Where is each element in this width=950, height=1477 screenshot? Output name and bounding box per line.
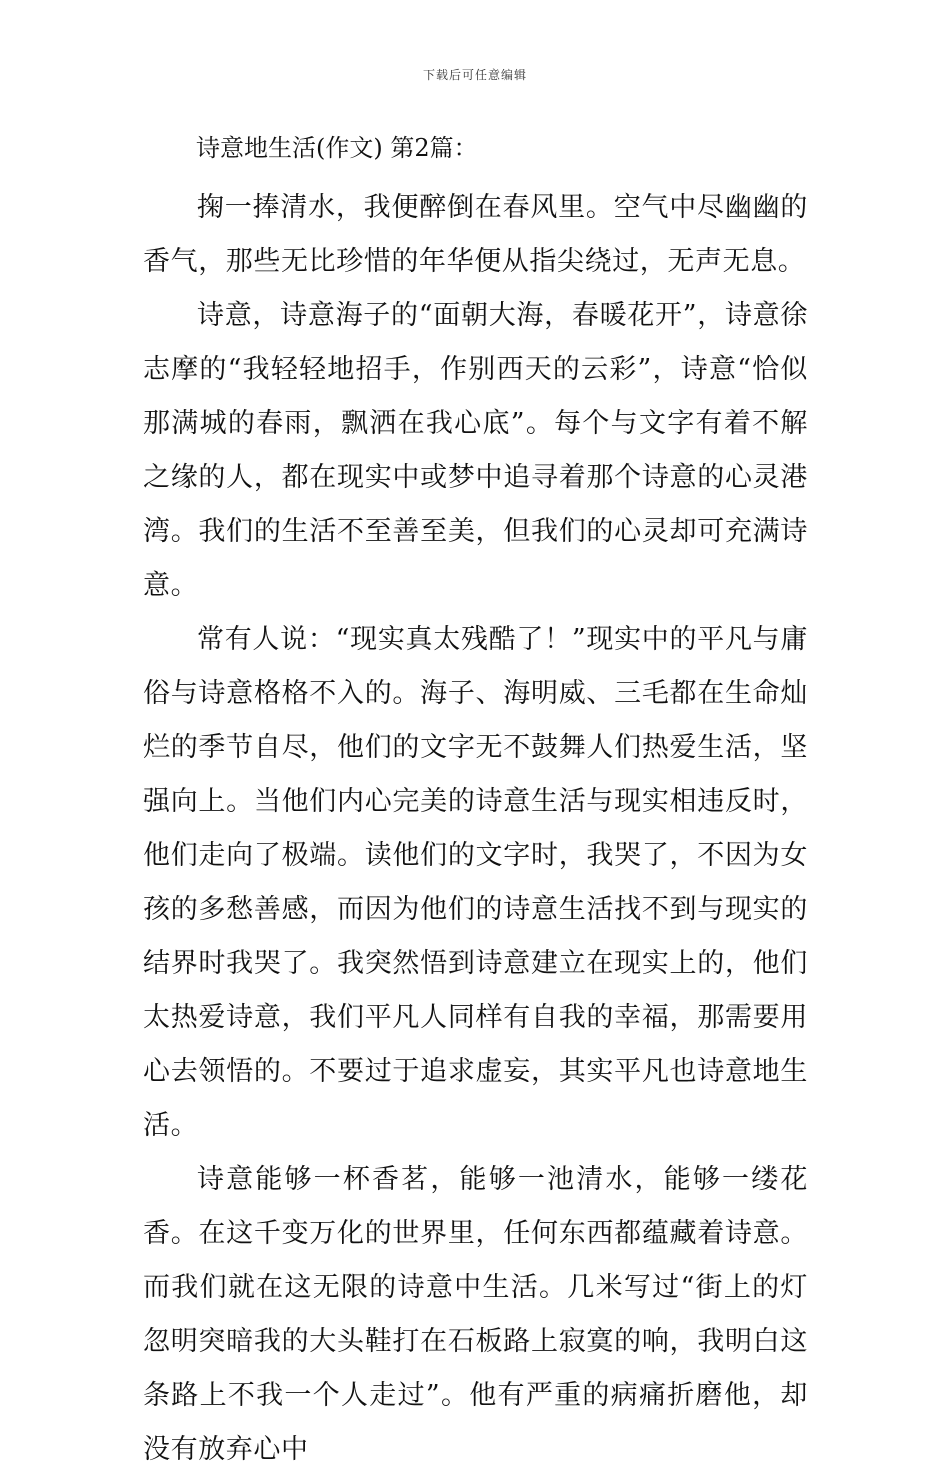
paragraph-4: 诗意能够一杯香茗，能够一池清水，能够一缕花香。在这千变万化的世界里，任何东西都蕴藏着诗意。而我们就在这无限的诗意中生活。几米写过“街上的灯忽明突暗我的大头鞋打在石板路上寂寞的响，我明白这条路上不我一个人走过”。他有严重的病痛折磨他，却没有放弃心中 bbox=[143, 1164, 808, 1465]
page-header-note: 下载后可任意编辑 bbox=[422, 68, 527, 82]
paragraph-2: 诗意，诗意海子的“面朝大海，春暖花开”，诗意徐志摩的“我轻轻地招手，作别西天的云彩”，诗意“恰似那满城的春雨，飘洒在我心底”。每个与文字有着不解之缘的人，都在现实中或梦中追寻着那个诗意的心灵港湾。我们的生活不至善至美，但我们的心灵却可充满诗意。 bbox=[143, 300, 808, 601]
paragraph-1: 掬一捧清水，我便醉倒在春风里。空气中尽幽幽的香气，那些无比珍惜的年华便从指尖绕过，无声无息。 bbox=[143, 192, 808, 277]
document-body bbox=[143, 181, 808, 1477]
paragraph-3: 常有人说：“现实真太残酷了！”现实中的平凡与庸俗与诗意格格不入的。海子、海明威、三毛都在生命灿烂的季节自尽，他们的文字无不鼓舞人们热爱生活，坚强向上。当他们内心完美的诗意生活与现实相违反时，他们走向了极端。读他们的文字时，我哭了，不因为女孩的多愁善感，而因为他们的诗意生活找不到与现实的结界时我哭了。我突然悟到诗意建立在现实上的，他们太热爱诗意，我们平凡人同样有自我的幸福，那需要用心去领悟的。不要过于追求虚妄，其实平凡也诗意地生活。 bbox=[143, 624, 808, 1141]
document-title: 诗意地生活(作文) 第2篇： bbox=[196, 134, 478, 162]
